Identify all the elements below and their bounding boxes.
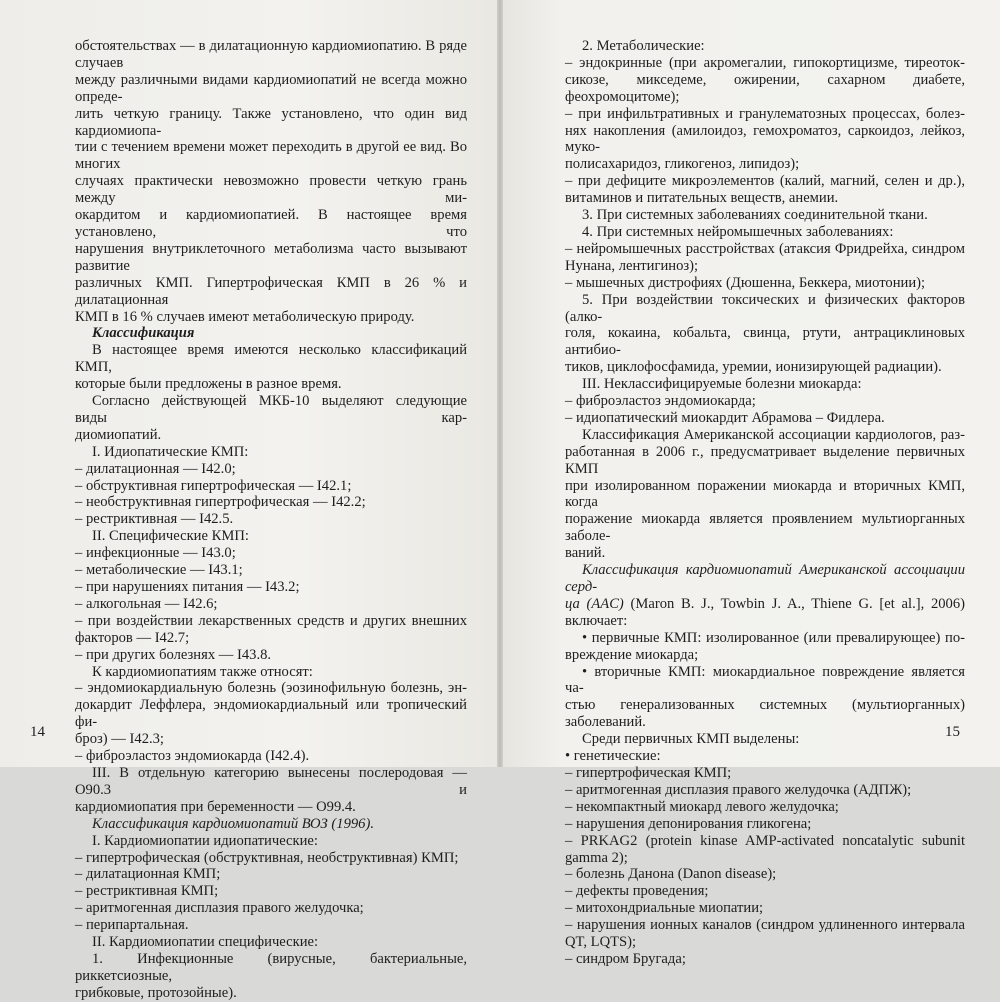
text-line: лить четкую границу. Также установлено, что один вид кардиомиопа- <box>75 105 467 139</box>
text-line: II. Кардиомиопатии специфические: <box>92 934 319 951</box>
text-line: факторов — I42.7; <box>75 629 190 646</box>
text-line: – гипертрофическая КМП; <box>565 764 732 781</box>
text-line: – алкогольная — I42.6; <box>75 595 218 612</box>
text-line: – при нарушениях питания — I43.2; <box>75 579 300 595</box>
text-line: при изолированном поражении миокарда и вторичных КМП, когда <box>565 477 965 511</box>
text-line: тии с течением времени может переходить в другой ее вид. Во многих <box>75 139 467 173</box>
text-line: – эндокринные (при акромегалии, гипокортицизме, тиреоток- <box>565 54 965 71</box>
text-line: – нарушения депонирования гликогена; <box>565 815 812 832</box>
text-line: – фиброэластоз эндомиокарда; <box>565 393 756 410</box>
text-line: – при дефиците микроэлементов (калий, магний, селен и др.), <box>565 173 965 190</box>
text-line: КМП в 16 % случаев имеют метаболическую природу. <box>75 308 415 325</box>
text-line: 2. Метаболические: <box>582 38 705 54</box>
text-line: броз) — I42.3; <box>75 731 164 748</box>
text-line: – дефекты проведения; <box>565 883 709 900</box>
text-line: Классификация кардиомиопатий ВОЗ (1996). <box>92 815 374 832</box>
text-line: – фиброэластоз эндомиокарда (I42.4). <box>75 748 310 765</box>
text-line: 3. При системных заболеваниях соединительной ткани. <box>582 207 928 224</box>
text-line: голя, кокаина, кобальта, свинца, ртути, антрациклиновых антибио- <box>565 325 965 359</box>
text-line: грибковые, протозойные). <box>75 984 237 1001</box>
left-page-text <box>75 38 467 1002</box>
text-line: – болезнь Данона (Danon disease); <box>565 866 777 883</box>
text-line: – эндомиокардиальную болезнь (эозинофильную болезнь, эн- <box>75 680 467 697</box>
text-line: – аритмогенная дисплазия правого желудочка; <box>75 900 364 917</box>
text-line: – рестриктивная КМП; <box>75 883 219 900</box>
text-line: – митохондриальные миопатии; <box>565 900 764 917</box>
text-line: – при воздействии лекарственных средств и других внешних <box>75 612 467 629</box>
text-line: – при инфильтративных и гранулематозных процессах, болез- <box>565 105 965 122</box>
page-number-left: 14 <box>30 724 45 740</box>
text-line: Классификация <box>92 325 195 342</box>
text-line: нарушения внутриклеточного метаболизма часто вызывают развитие <box>75 240 467 274</box>
text-line: работанная в 2006 г., предусматривает выделение первичных КМП <box>565 443 965 477</box>
text-line: – рестриктивная — I42.5. <box>75 511 234 528</box>
page-number-right: 15 <box>945 724 960 740</box>
text-line: витаминов и питательных веществ, анемии. <box>565 190 839 207</box>
text-line: – идиопатический миокардит Абрамова – Фидлера. <box>565 409 885 426</box>
text-line: случаях практически невозможно провести четкую грань между ми- <box>75 173 467 207</box>
text-line: 4. При системных нейромышечных заболеваниях: <box>582 223 894 240</box>
text-line: В настоящее время имеются несколько классификаций КМП, <box>75 342 467 376</box>
text-line: обстоятельствах — в дилатационную кардиомиопатию. В ряде случаев <box>75 38 467 71</box>
text-line: – нарушения ионных каналов (синдром удлиненного интервала <box>565 917 965 934</box>
text-line: I. Кардиомиопатии идиопатические: <box>92 832 318 849</box>
text-line: – дилатационная — I42.0; <box>75 460 236 477</box>
text-line: – нейромышечных расстройствах (атаксия Фридрейха, синдром <box>565 240 965 257</box>
text-line: различных КМП. Гипертрофическая КМП в 26 % и дилатационная <box>75 274 467 308</box>
text-line: Среди первичных КМП выделены: <box>582 731 800 748</box>
text-line: Нунана, лентигиноз); <box>565 257 699 274</box>
text-line: • генетические: <box>565 748 661 765</box>
text-line: – обструктивная гипертрофическая — I42.1; <box>75 477 352 494</box>
text-line: К кардиомиопатиям также относят: <box>92 663 313 680</box>
text-line: поражение миокарда является проявлением мультиорганных заболе- <box>565 511 965 545</box>
text-line: Классификация кардиомиопатий Американской ассоциации серд- <box>565 562 965 595</box>
right-page <box>503 0 1000 967</box>
text-line: QT, LQTS); <box>565 934 637 951</box>
text-line: сикозе, микседеме, ожирении, сахарном диабете, феохромоцитоме); <box>565 71 965 105</box>
text-line: окардитом и кардиомиопатией. В настоящее время установлено, что <box>75 207 467 240</box>
text-line: Классификация Американской ассоциации кардиологов, раз- <box>582 426 965 443</box>
text-line: III. В отдельную категорию вынесены послеродовая — O90.3 и <box>75 764 467 798</box>
text-line: – синдром Бругада; <box>565 950 686 967</box>
text-line: тиков, циклофосфамида, уремии, ионизирующей радиации). <box>565 359 942 376</box>
text-line: ваний. <box>565 545 606 562</box>
text-line: gamma 2); <box>565 849 628 866</box>
text-line: – при других болезнях — I43.8. <box>75 646 272 663</box>
text-line: – метаболические — I43.1; <box>75 562 243 579</box>
text-line: III. Неклассифицируемые болезни миокарда: <box>582 376 862 393</box>
text-line: – инфекционные — I43.0; <box>75 545 236 562</box>
text-line: которые были предложены в разное время. <box>75 376 342 393</box>
text-line: 1. Инфекционные (вирусные, бактериальные, риккетсиозные, <box>75 950 467 984</box>
text-line: докардит Леффлера, эндомиокардиальный или тропический фи- <box>75 697 467 731</box>
text-line: между различными видами кардиомиопатий не всегда можно опреде- <box>75 71 467 105</box>
text-line: – некомпактный миокард левого желудочка; <box>565 798 839 815</box>
text-line: II. Специфические КМП: <box>92 528 249 545</box>
text-line: Согласно действующей МКБ-10 выделяют следующие виды кар- <box>75 393 467 426</box>
text-line: I. Идиопатические КМП: <box>92 443 249 460</box>
text-line: – гипертрофическая (обструктивная, необструктивная) КМП; <box>75 849 459 866</box>
text-line: вреждение миокарда; <box>565 646 699 663</box>
left-page <box>0 0 497 1001</box>
text-line: – PRKAG2 (protein kinase AMP-activated noncatalytic subunit <box>565 832 965 849</box>
text-line: – аритмогенная дисплазия правого желудочка (АДПЖ); <box>565 781 912 798</box>
text-line: – перипартальная. <box>75 917 189 934</box>
text-line: полисахаридоз, гликогеноз, липидоз); <box>565 156 800 173</box>
text-line: кардиомиопатия при беременности — O99.4. <box>75 798 356 815</box>
italic-fragment: ца (AAC) <box>565 595 624 612</box>
text-line <box>565 596 965 630</box>
text-line: нях накопления (амилоидоз, гемохроматоз, саркоидоз, лейкоз, муко- <box>565 122 965 156</box>
text-fragment: (Maron B. J., Towbin J. A., Thiene G. [et al.], 2006) включает: <box>565 595 966 629</box>
text-line: • вторичные КМП: миокардиальное повреждение является ча- <box>565 663 965 697</box>
text-line: – необструктивная гипертрофическая — I42.2; <box>75 494 366 511</box>
text-line: диомиопатий. <box>75 426 162 443</box>
text-line: стью генерализованных системных (мультиорганных) заболеваний. <box>565 697 965 731</box>
text-line: – дилатационная КМП; <box>75 866 221 883</box>
right-page-text <box>565 38 965 968</box>
text-line: 5. При воздействии токсических и физических факторов (алко- <box>565 291 965 325</box>
text-line: – мышечных дистрофиях (Дюшенна, Беккера, миотонии); <box>565 274 926 291</box>
text-line: • первичные КМП: изолированное (или превалирующее) по- <box>582 629 965 646</box>
